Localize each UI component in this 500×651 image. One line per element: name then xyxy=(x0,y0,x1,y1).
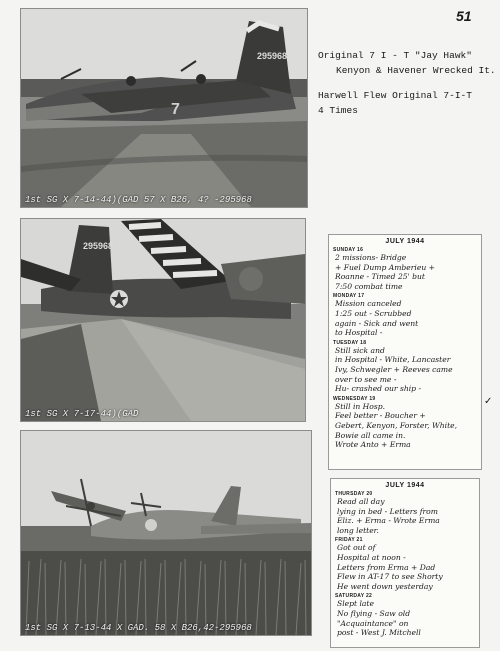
diary-line: Eliz. + Erma - Wrote Erma xyxy=(337,516,440,526)
day-label-sunday-16: SUNDAY 16 xyxy=(333,247,364,253)
day-label-wednesday-19: WEDNESDAY 19 xyxy=(333,395,376,402)
diary-line: + Fuel Dump Amberieu + xyxy=(335,262,435,272)
tail-number-1: 295968 xyxy=(257,51,288,61)
diary-line: He went down yesterday xyxy=(337,581,433,591)
photo-caption-2: 1st SG X 7-17-44)(GAD xyxy=(25,409,139,419)
diary-line: lying in bed - Letters from xyxy=(337,506,438,516)
diary-line: 2 missions- Bridge xyxy=(335,253,407,262)
diary-line: Hospital at noon - xyxy=(337,552,406,562)
note-line-1: Original 7 I - T "Jay Hawk" xyxy=(318,50,472,61)
diary-line: Wrote Anto + Erma xyxy=(335,440,411,450)
photo-wrecked-bomber xyxy=(20,8,308,208)
diary-line: Bowie all came in. xyxy=(335,430,406,440)
diary-line: post - West J. Mitchell xyxy=(337,628,421,638)
diary-line: over to see me - xyxy=(335,374,397,384)
diary-line: Roanne - Timed 25' but xyxy=(335,272,425,282)
day-label-saturday-22: SATURDAY 22 xyxy=(335,593,373,600)
diary-line: No flying - Saw old xyxy=(337,608,411,618)
photo-crashed-field xyxy=(20,430,312,636)
check-mark: ✓ xyxy=(484,396,493,407)
photo-crashed-field-image xyxy=(21,431,311,635)
photo-wrecked-bomber-image xyxy=(21,9,307,207)
note-line-4: 4 Times xyxy=(318,105,358,116)
svg-text:7: 7 xyxy=(171,101,180,118)
photo-bomber-runway xyxy=(20,218,306,422)
day-label-monday-17: MONDAY 17 xyxy=(333,293,365,300)
photo-caption-1: 1st SG X 7-14-44)(GAD 57 X B26, 4? -295968 xyxy=(25,195,252,205)
note-line-3: Harwell Flew Original 7-I-T xyxy=(318,90,472,101)
diary-card-july-16-19 xyxy=(328,234,482,470)
diary-line: Gebert, Kenyon, Forster, White, xyxy=(335,420,458,430)
diary-line: Hu- crashed our ship - xyxy=(335,384,422,394)
diary-line: "Acquaintance" on xyxy=(337,618,409,628)
photo-caption-3: 1st SG X 7-13-44 X GAD. 58 X B26,42-295968 xyxy=(25,623,252,633)
typed-note xyxy=(318,48,498,118)
day-label-tuesday-18: TUESDAY 18 xyxy=(333,339,367,346)
diary-line: Feel better - Boucher + xyxy=(335,411,426,421)
diary-line: Letters from Erma + Dad xyxy=(337,562,436,572)
diary-line: Still sick and xyxy=(335,345,385,355)
diary-line: to Hospital - xyxy=(335,328,383,338)
note-line-2: Kenyon & Havener Wrecked It. xyxy=(336,65,496,76)
diary-line: Got out of xyxy=(337,543,376,553)
diary-card-1-header: JULY 1944 xyxy=(385,238,425,245)
diary-line: again - Sick and went xyxy=(335,318,419,328)
diary-line: Slept late xyxy=(337,599,374,609)
day-label-thursday-20: THURSDAY 20 xyxy=(335,491,373,497)
diary-line: Mission canceled xyxy=(335,299,402,309)
diary-line: 1:25 out - Scrubbed xyxy=(335,308,412,318)
diary-line: Ivy, Schwegler + Reeves came xyxy=(335,364,453,374)
diary-line: 7:50 combat time xyxy=(335,281,403,291)
diary-line: Still in Hosp. xyxy=(335,401,386,411)
diary-line: Read all day xyxy=(337,497,385,506)
day-label-friday-21: FRIDAY 21 xyxy=(335,537,363,544)
diary-line: in Hospital - White, Lancaster xyxy=(335,355,451,365)
tail-number-2: 295968 xyxy=(83,241,114,251)
diary-line: long letter. xyxy=(337,525,379,535)
diary-line: Flew in AT-17 to see Shorty xyxy=(337,572,443,582)
diary-card-2-header: JULY 1944 xyxy=(385,482,425,489)
page-number: 51 xyxy=(456,8,472,24)
diary-card-july-20-22 xyxy=(330,478,480,648)
photo-bomber-runway-image xyxy=(21,219,305,421)
